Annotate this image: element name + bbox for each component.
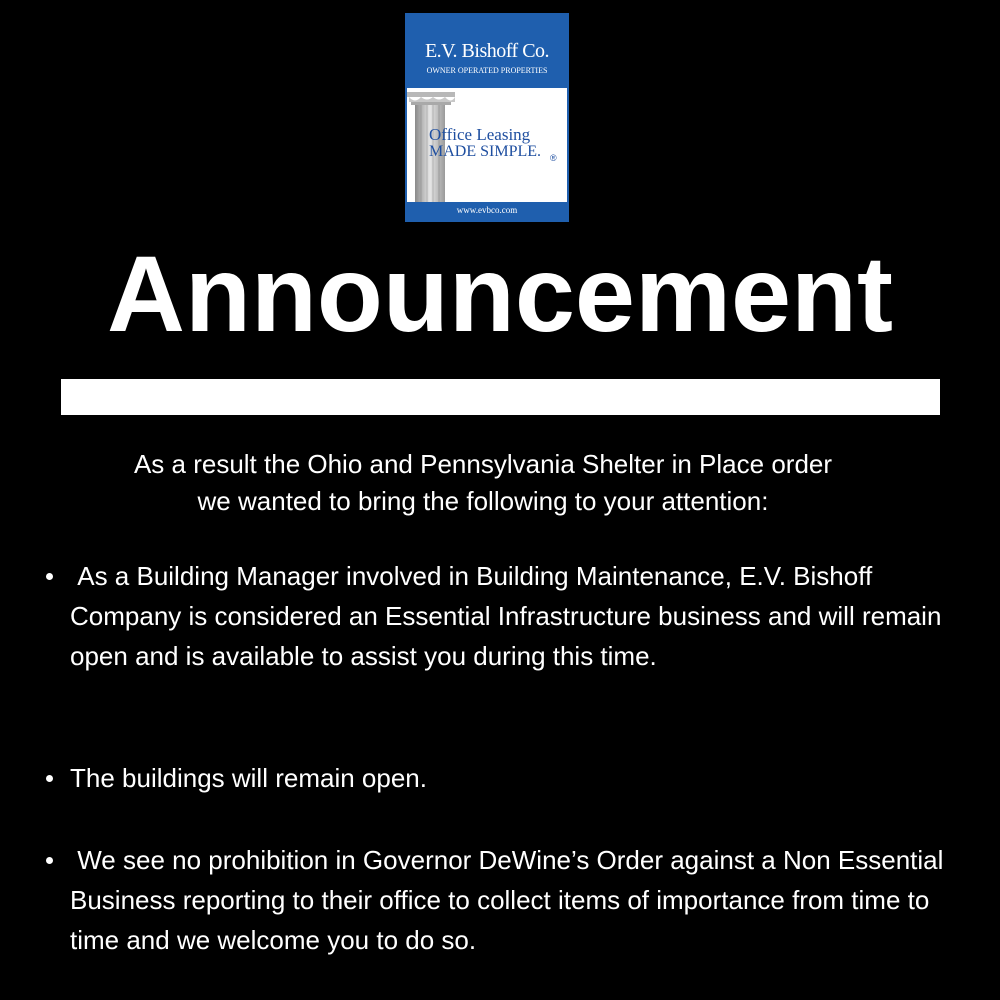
bullet-icon xyxy=(46,573,53,580)
company-logo xyxy=(405,13,569,222)
logo-tagline: OWNER OPERATED PROPERTIES xyxy=(426,66,548,75)
list-item xyxy=(70,840,950,960)
logo-slogan-line2: MADE SIMPLE. xyxy=(429,143,542,160)
intro-line-2: we wanted to bring the following to your attention: xyxy=(197,486,769,516)
registered-mark-icon: ® xyxy=(550,153,557,163)
divider-bar xyxy=(61,379,940,415)
list-item xyxy=(70,556,950,676)
list-item-text: The buildings will remain open. xyxy=(70,763,427,793)
logo-panel xyxy=(407,88,567,202)
list-item-text: As a Building Manager involved in Building Maintenance, E.V. Bishoff Company is considered an Essential Infrastructure business and will remain open and is available to assist you during this time. xyxy=(70,561,949,671)
bullet-icon xyxy=(46,857,53,864)
logo-company-name: E.V. Bishoff Co. xyxy=(424,40,550,62)
bullet-icon xyxy=(46,775,53,782)
list-item xyxy=(70,758,950,798)
logo-url: www.evbco.com xyxy=(456,205,518,215)
page-title: Announcement xyxy=(106,233,893,354)
logo-slogan-line1: Office Leasing xyxy=(429,125,531,144)
intro-line-1: As a result the Ohio and Pennsylvania Shelter in Place order xyxy=(133,449,833,479)
intro-text xyxy=(0,446,966,520)
list-item-text: We see no prohibition in Governor DeWine’s Order against a Non Essential Business reporting to their office to collect items of importance from time to time and we welcome you to do so. xyxy=(70,845,951,955)
